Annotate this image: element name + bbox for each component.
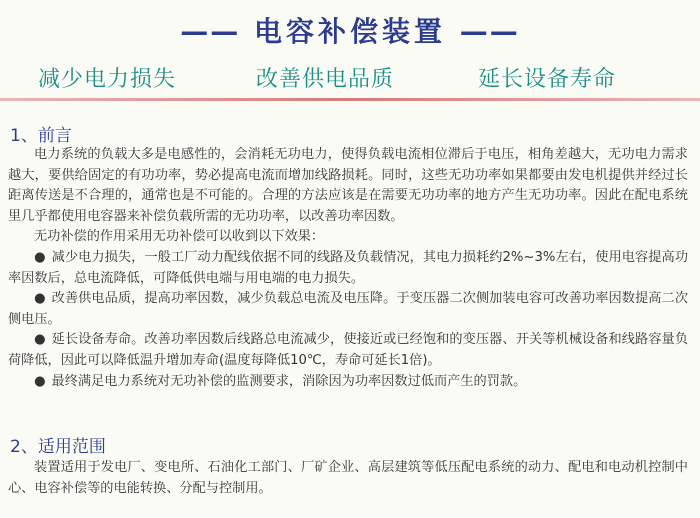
title-dashes-right: —— [459,15,520,48]
bullet-text: 减少电力损失，一般工厂动力配线依据不同的线路及负载情况，其电力损耗约2%~3%左右，使用电容提高功率因数后，总电流降低，可降低供电端与用电端的电力损失。 [8,249,689,286]
title-dashes-left: —— [180,15,241,48]
section1-body [8,145,688,392]
title-text: 电容补偿装置 [253,15,446,48]
page-title [0,10,700,50]
section1-intro: 电力系统的负载大多是电感性的，会消耗无功电力，使得负载电流相位滞后于电压，相角差越大，无功电力需求越大，要供给固定的有功功率，势必提高电流而增加线路损耗。同时，这些无功功率如果都要由发电机提供并经过长距离传送是不合理的，通常也是不可能的。合理的方法应该是在需要无功功率的地方产生无功功率。因此在配电系统里几乎都使用电容器来补偿负载所需的无功功率，以改善功率因数。 [8,147,688,224]
bullet-text: 延长设备寿命。改善功率因数后线路总电流减少，使接近或已经饱和的变压器、开关等机械设备和线路容量负荷降低，因此可以降低温升增加寿命(温度每降低10℃，寿命可延长1倍)。 [8,332,689,368]
slogan-reduce-loss: 减少电力损失 [38,67,177,92]
slogan-extend-life: 延长设备寿命 [478,67,617,92]
slogan-row [0,62,700,90]
bullet-dot: ● [34,373,46,389]
bullet-dot: ● [34,249,46,265]
bullet-dot: ● [34,291,46,307]
bullet-item [8,289,688,330]
bullet-item [8,372,688,393]
bullet-text: 最终满足电力系统对无功补偿的监测要求，消除因为功率因数过低而产生的罚款。 [51,373,527,389]
bullet-text: 改善供电品质，提高功率因数，减少负载总电流及电压降。于变压器二次侧加装电容可改善功率因数提高二次侧电压。 [8,291,689,327]
section2-text: 装置适用于发电厂、变电所、石油化工部门、厂矿企业、高层建筑等低压配电系统的动力、配电和电动机控制中心、电容补偿等的电能转换、分配与控制用。 [8,460,688,496]
bullet-item [8,248,688,289]
slogan-improve-quality: 改善供电品质 [256,67,395,92]
section1-lead: 无功补偿的作用采用无功补偿可以收到以下效果： [34,229,325,245]
section2-heading: 2、适用范围 [10,437,106,457]
bullet-dot: ● [34,332,46,348]
bullet-item [8,330,688,371]
divider-rule [0,98,700,101]
section2-body [8,458,688,499]
section1-heading: 1、前言 [10,126,72,146]
